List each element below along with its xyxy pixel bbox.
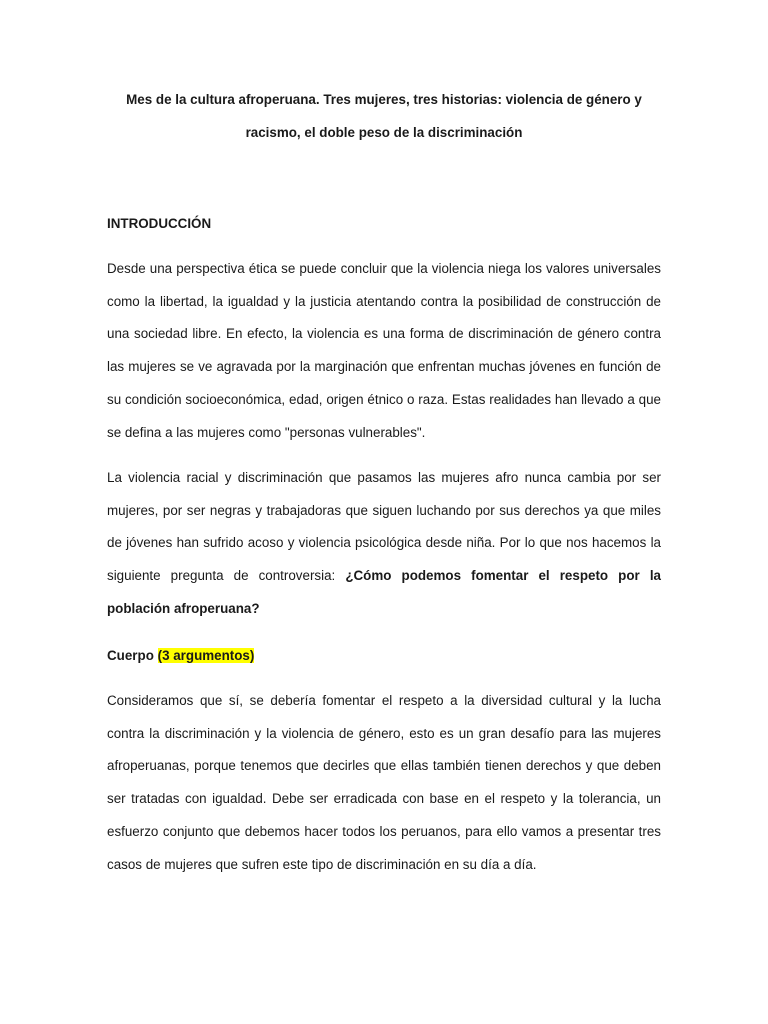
intro-heading: INTRODUCCIÓN	[107, 216, 212, 231]
second-paragraph-text: La violencia racial y discriminación que pasamos las mujeres afro nunca cambia por ser mujeres, por ser negras y trabajadoras que siguen luchando por sus derechos ya que miles de jóvenes han sufrido acoso y violencia psicológica desde niña. Por lo que nos hacemos la siguiente pregunta de controversia:	[107, 470, 661, 584]
controversy-question: ¿Cómo podemos fomentar el respeto por la población afroperuana?	[107, 568, 661, 616]
body-heading-highlight: (3 argumentos)	[157, 648, 255, 663]
intro-paragraph: Desde una perspectiva ética se puede concluir que la violencia niega los valores universales como la libertad, la igualdad y la justicia atentando contra la posibilidad de construcción de una sociedad libre. En efecto, la violencia es una forma de discriminación de género contra las mujeres se ve agravada por la marginación que enfrentan muchas jóvenes en función de su condición socioeconómica, edad, origen étnico o raza. Estas realidades han llevado a que se defina a las mujeres como "personas vulnerables".	[107, 261, 661, 440]
body-paragraph: Consideramos que sí, se debería fomentar el respeto a la diversidad cultural y la lucha contra la discriminación y la violencia de género, esto es un gran desafío para las mujeres afroperuanas, porque tenemos que decirles que ellas también tienen derechos y que deben ser tratadas con igualdad. Debe ser erradicada con base en el respeto y la tolerancia, un esfuerzo conjunto que debemos hacer todos los peruanos, para ello vamos a presentar tres casos de mujeres que sufren este tipo de discriminación en su día a día.	[107, 693, 661, 872]
document-title-line-1: Mes de la cultura afroperuana. Tres mujeres, tres historias: violencia de género y	[126, 92, 642, 107]
body-heading-label: Cuerpo	[107, 648, 154, 663]
body-heading	[107, 648, 254, 663]
second-paragraph	[107, 462, 661, 626]
document-title-line-2: racismo, el doble peso de la discriminación	[245, 125, 523, 140]
